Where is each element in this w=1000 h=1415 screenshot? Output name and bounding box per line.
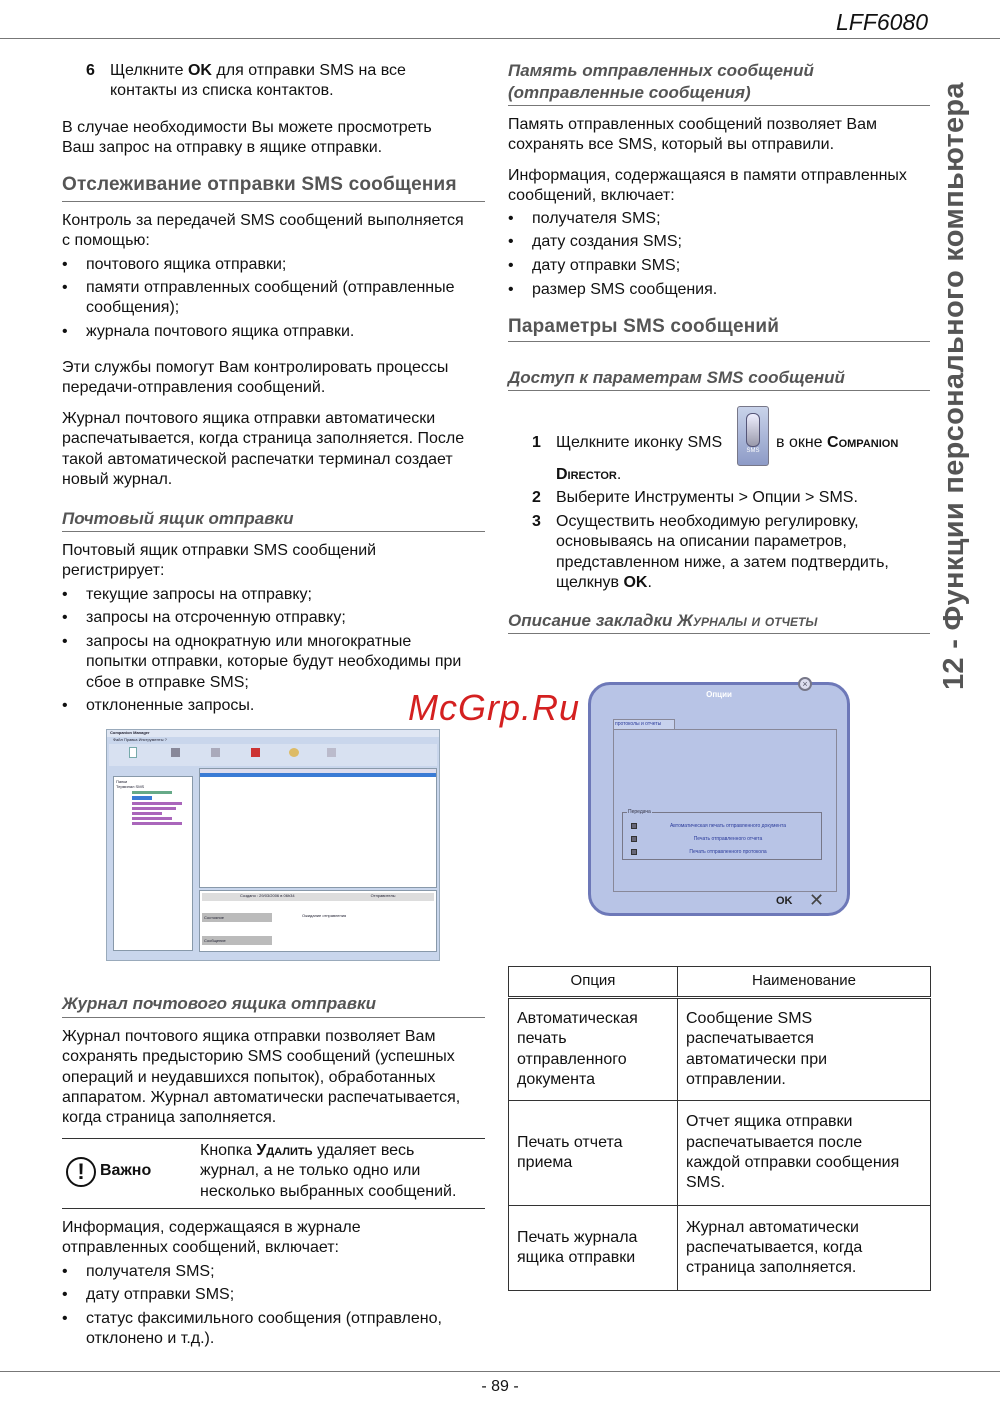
options-table xyxy=(508,966,931,1291)
footer-rule xyxy=(0,1371,1000,1372)
tree-root[interactable]: Терминал SMS xyxy=(116,784,145,789)
paragraph: В случае необходимости Вы можете просмотреть Ваш запрос на отправку в ящике отправки. xyxy=(62,119,432,157)
list-item: • запросы на отсроченную отправку; xyxy=(62,608,346,628)
options-dialog xyxy=(588,679,850,916)
list-item: • отклоненные запросы. xyxy=(62,696,254,716)
checkbox[interactable] xyxy=(631,849,637,855)
checkbox[interactable] xyxy=(631,823,637,829)
menu-bar: Файл Правка Инструменты ? xyxy=(113,737,167,742)
step-number: 3 xyxy=(532,513,541,530)
subsection-heading: Почтовый ящик отправки xyxy=(62,509,294,528)
detail-pane xyxy=(199,890,437,952)
cancel-icon[interactable]: ✕ xyxy=(809,890,825,910)
subsection-heading: Журнал почтового ящика отправки xyxy=(62,994,376,1013)
note-rule-top xyxy=(62,1138,485,1139)
list-item: • получателя SMS; xyxy=(508,209,661,229)
delete-icon xyxy=(171,748,180,757)
list-item: • дату отправки SMS; xyxy=(62,1285,234,1305)
close-icon[interactable]: × xyxy=(798,677,812,691)
list-item: • почтового ящика отправки; xyxy=(62,255,286,275)
paragraph: Память отправленных сообщений позволяет Вам сохранять все SMS, который вы отправили. xyxy=(508,116,877,154)
tree-label: Папки xyxy=(116,779,128,784)
step-1-text-cont: в окне Companion xyxy=(776,434,899,451)
step-number: 1 xyxy=(532,434,541,451)
list-item: • дату создания SMS; xyxy=(508,232,682,252)
message-list xyxy=(199,768,437,888)
table-row xyxy=(509,1206,931,1291)
paragraph: Эти службы помогут Вам контролировать процессы передачи-отправления сообщений. xyxy=(62,359,449,397)
companion-manager-screenshot xyxy=(106,729,440,961)
cell: Сообщение SMS распечатывается автоматически при отправлении. xyxy=(678,998,931,1101)
list-item: • дату отправки SMS; xyxy=(508,256,680,276)
list-item: • статус факсимильного сообщения (отправлено, отклонено и т.д.). xyxy=(62,1309,442,1350)
subsection-heading: Описание закладки Журналы и отчеты xyxy=(508,611,818,630)
cell: Печать журнала ящика отправки xyxy=(509,1206,678,1291)
checkbox[interactable] xyxy=(631,836,637,842)
option-label: Печать отправленного протокола xyxy=(689,849,767,855)
tree-item-selected[interactable] xyxy=(132,796,152,800)
group-label: Передача xyxy=(628,809,651,815)
send-icon xyxy=(289,748,299,757)
header-rule xyxy=(0,38,1000,39)
message-label: Сообщение xyxy=(202,936,272,945)
heading-rule xyxy=(508,390,930,391)
column-header: Опция xyxy=(509,967,678,998)
paragraph: Информация, содержащаяся в памяти отправленных сообщений, включает: xyxy=(508,167,907,205)
new-icon xyxy=(129,747,137,758)
cell: Отчет ящика отправки распечатывается после каждой отправки сообщения SMS. xyxy=(678,1101,931,1206)
heading-rule xyxy=(508,341,930,342)
heading-rule xyxy=(62,531,485,532)
heading-rule xyxy=(508,105,930,106)
paragraph: Почтовый ящик отправки SMS сообщений регистрирует: xyxy=(62,542,377,580)
print-icon xyxy=(211,748,220,757)
column-header: Наименование xyxy=(678,967,931,998)
table-row xyxy=(509,1101,931,1206)
list-item: • памяти отправленных сообщений (отправленные сообщения); xyxy=(62,278,455,319)
section-heading: Параметры SMS сообщений xyxy=(508,316,780,337)
settings-icon xyxy=(327,748,336,757)
paragraph: Информация, содержащаяся в журнале отправленных сообщений, включает: xyxy=(62,1219,361,1257)
toolbar xyxy=(109,744,437,766)
list-item: • получателя SMS; xyxy=(62,1262,215,1282)
subsection-heading: Доступ к параметрам SMS сообщений xyxy=(508,368,845,387)
table-row xyxy=(509,998,931,1101)
option-label: Автоматическая печать отправленного документа xyxy=(669,823,787,829)
list-item: • запросы на однократную или многократные попытки отправки, которые будут необходимы при сбое в отправке SMS; xyxy=(62,632,461,693)
tab-panel xyxy=(613,729,837,892)
heading-rule xyxy=(62,201,485,202)
important-label: Важно xyxy=(100,1162,152,1179)
page-number: - 89 - xyxy=(481,1378,519,1395)
heading-rule xyxy=(508,633,930,634)
list-item: • журнала почтового ящика отправки. xyxy=(62,322,354,342)
step-3-text: Осуществить необходимую регулировку, основываясь на описании параметров, представленном ниже, а затем подтвердить, щелкнув OK. xyxy=(556,513,889,591)
section-heading: Отслеживание отправки SMS сообщения xyxy=(62,174,457,195)
sms-icon xyxy=(737,406,769,466)
important-text: Кнопка Удалить удаляет весь журнал, а не только одно или несколько выбранных сообщений. xyxy=(200,1142,457,1200)
state-value: Ожидание отправления xyxy=(302,913,347,918)
paragraph: Журнал почтового ящика отправки автоматически распечатывается, когда страница заполняется. После такой автоматической распечатки терминал создает новый журнал. xyxy=(62,410,465,488)
option-label: Печать отправленного отчета xyxy=(693,836,763,842)
ok-button[interactable]: OK xyxy=(776,895,793,907)
fax-icon xyxy=(251,748,260,757)
note-rule-bottom xyxy=(62,1208,485,1209)
chapter-title: 12 - Функции персонального компьютера xyxy=(938,82,970,690)
dialog-title: Опции xyxy=(706,690,732,699)
subsection-heading: Память отправленных сообщений (отправленные сообщения) xyxy=(508,61,814,102)
state-label: Состояние xyxy=(202,913,272,922)
cell: Автоматическая печать отправленного документа xyxy=(509,998,678,1101)
sender-label: Отправитель: xyxy=(370,893,396,898)
warning-icon: ! xyxy=(66,1157,96,1187)
paragraph: Контроль за передачей SMS сообщений выполняется с помощью: xyxy=(62,212,464,250)
tab-protocols-reports[interactable]: протоколы и отчеты xyxy=(613,719,675,729)
folder-tree xyxy=(113,776,193,951)
header-model: LFF6080 xyxy=(836,9,929,35)
paragraph: Журнал почтового ящика отправки позволяет Вам сохранять предысторию SMS сообщений (успешных операций и неудавшихся попыток), обработанных аппаратом. Журнал автоматически распечатывается, когда страница заполняется. xyxy=(62,1028,461,1127)
step-1-text: Щелкните иконку SMS xyxy=(556,434,723,451)
cell: Журнал автоматически распечатывается, когда страница заполняется. xyxy=(678,1206,931,1291)
window-title: Companion Manager xyxy=(107,730,439,737)
transmission-group xyxy=(622,809,822,860)
step-number: 2 xyxy=(532,489,541,506)
list-item: • текущие запросы на отправку; xyxy=(62,585,312,605)
created-label: Создано : 29/03/2006 в 06h34 xyxy=(240,893,295,898)
watermark: McGrp.Ru xyxy=(408,687,581,728)
list-item: • размер SMS сообщения. xyxy=(508,280,717,300)
step-1-text-end: Director. xyxy=(556,466,622,483)
heading-rule xyxy=(62,1017,485,1018)
step-number: 6 xyxy=(86,62,95,79)
step-6-text: Щелкните OK для отправки SMS на все контакты из списка контактов. xyxy=(110,62,406,100)
selected-row[interactable] xyxy=(200,773,436,777)
cell: Печать отчета приема xyxy=(509,1101,678,1206)
step-2-text: Выберите Инструменты > Опции > SMS. xyxy=(556,489,858,506)
sms-icon-label: SMS xyxy=(746,448,760,454)
